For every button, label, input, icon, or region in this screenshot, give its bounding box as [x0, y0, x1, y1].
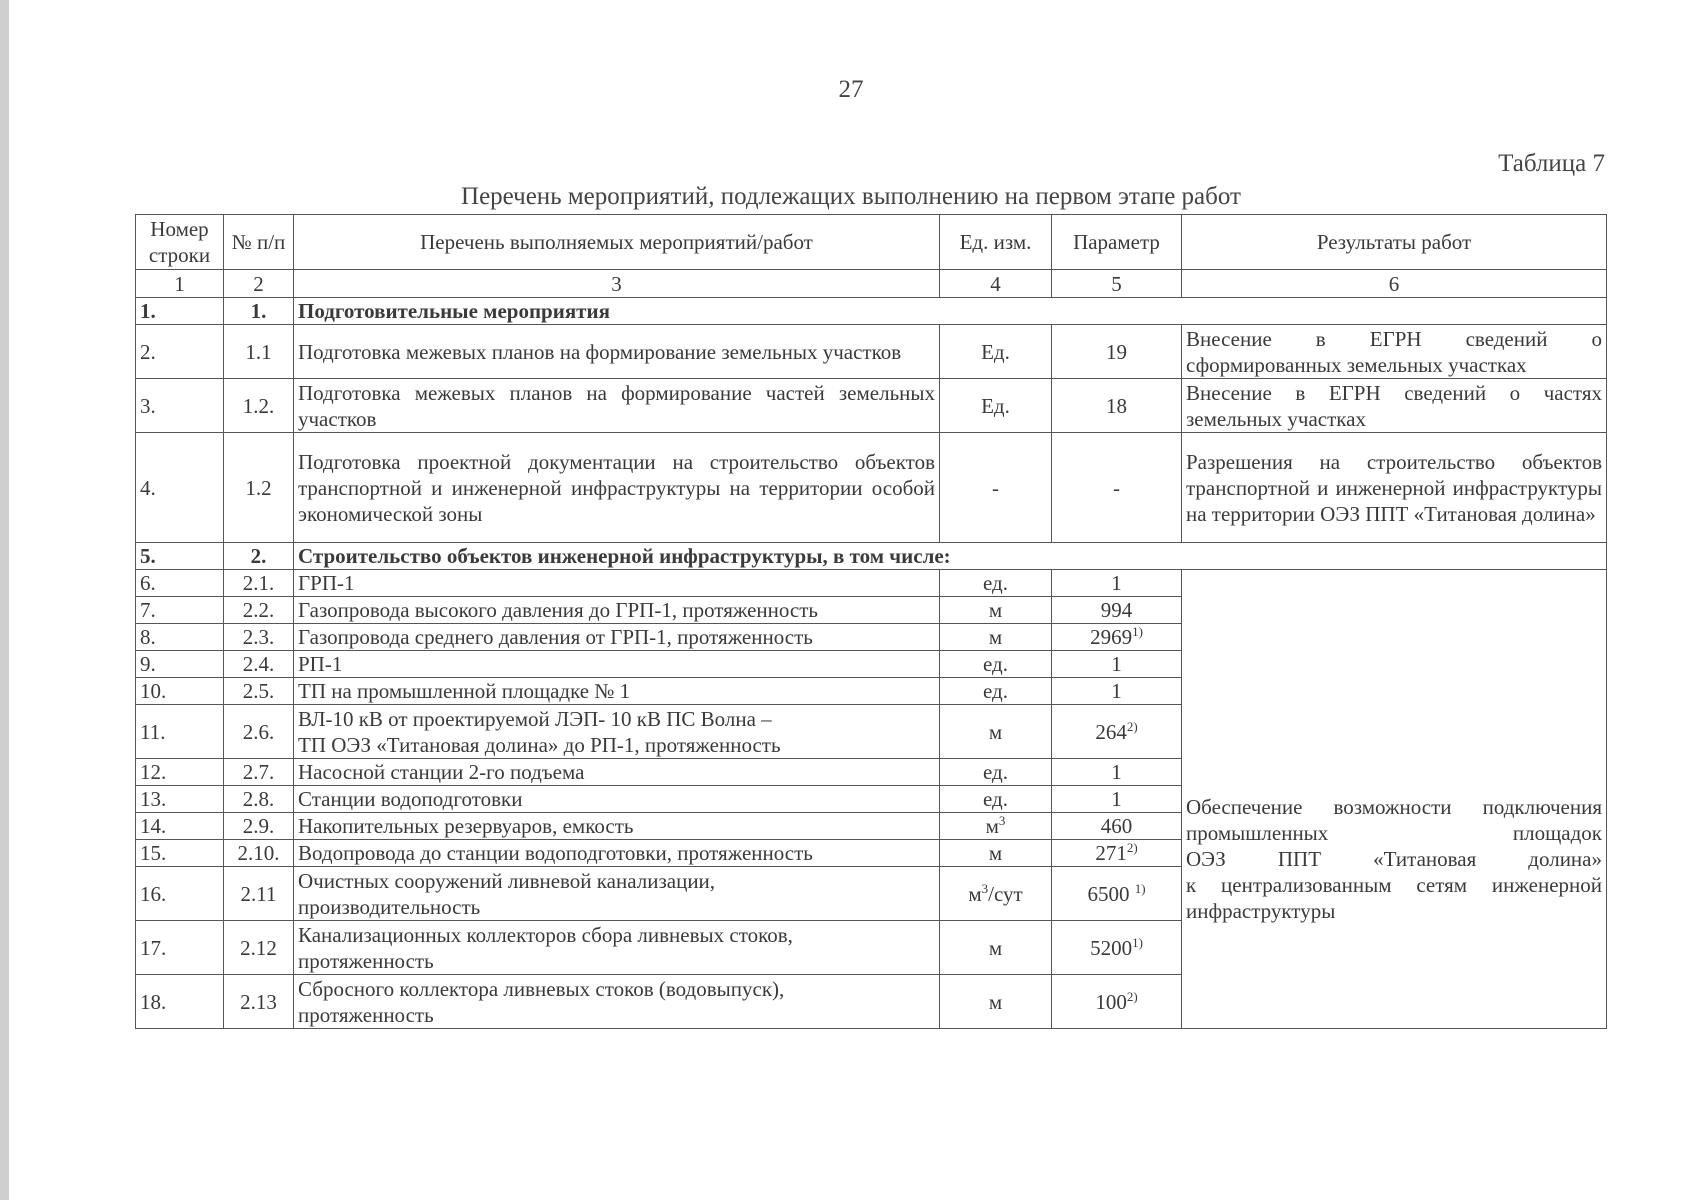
unit: Ед.: [940, 325, 1052, 379]
parameter-value: 264: [1095, 719, 1127, 744]
item-number: 2.1.: [224, 570, 294, 597]
unit: ед.: [940, 678, 1052, 705]
column-number: 3: [294, 270, 940, 298]
measure-name-line: Канализационных коллекторов сбора ливневых стоков,: [298, 922, 793, 947]
table-row: [136, 379, 1607, 433]
column-number: 1: [136, 270, 224, 298]
row-number: 16.: [136, 867, 224, 921]
header-measure: Перечень выполняемых мероприятий/работ: [294, 215, 940, 270]
parameter: 18: [1052, 379, 1182, 433]
column-number: 2: [224, 270, 294, 298]
footnote-mark: 2): [1126, 840, 1138, 855]
row-number: 18.: [136, 975, 224, 1029]
column-number-row: [136, 270, 1607, 298]
measure-name: Подготовка межевых планов на формирование земельных участков: [294, 325, 940, 379]
measure-name: [294, 867, 940, 921]
item-number: 1.2.: [224, 379, 294, 433]
result: Внесение в ЕГРН сведений о сформированных земельных участках: [1182, 325, 1607, 379]
header-result: Результаты работ: [1182, 215, 1607, 270]
row-number: 1.: [136, 298, 224, 325]
scan-edge: [0, 0, 9, 1200]
parameter-value: 994: [1100, 598, 1133, 622]
measure-name-line: Сбросного коллектора ливневых стоков (водовыпуск),: [298, 976, 785, 1001]
parameter: [1052, 624, 1182, 651]
item-number: 2.3.: [224, 624, 294, 651]
unit: ед.: [940, 651, 1052, 678]
unit: Ед.: [940, 379, 1052, 433]
measure-name: [294, 921, 940, 975]
item-number: 2.6.: [224, 705, 294, 759]
parameter-value: 1: [1111, 787, 1122, 811]
unit: м: [940, 921, 1052, 975]
table-row: [136, 433, 1607, 543]
table-row-section: [136, 543, 1607, 570]
unit: ед.: [940, 786, 1052, 813]
item-number: 2.9.: [224, 813, 294, 840]
item-number: 2.12: [224, 921, 294, 975]
unit: ед.: [940, 759, 1052, 786]
parameter: [1052, 921, 1182, 975]
header-row-number: Номер строки: [136, 215, 224, 270]
measure-name-line: протяженность: [298, 948, 434, 973]
unit: м: [940, 840, 1052, 867]
item-number: 2.8.: [224, 786, 294, 813]
unit: ед.: [940, 570, 1052, 597]
table-label: Таблица 7: [1498, 150, 1605, 177]
parameter-value: 6500: [1087, 881, 1135, 906]
row-number: 9.: [136, 651, 224, 678]
row-number: 7.: [136, 597, 224, 624]
measure-name-line: Очистных сооружений ливневой канализации,: [298, 868, 716, 893]
row-number: 17.: [136, 921, 224, 975]
item-number: 2.11: [224, 867, 294, 921]
measure-name-line: ТП ОЭЗ «Титановая долина» до РП-1, протяженность: [298, 732, 781, 757]
parameter: [1052, 975, 1182, 1029]
measure-name-line: ВЛ-10 кВ от проектируемой ЛЭП- 10 кВ ПС Волна –: [298, 706, 772, 731]
unit: [940, 867, 1052, 921]
unit: м: [940, 597, 1052, 624]
item-number: 2.5.: [224, 678, 294, 705]
parameter-value: 1: [1111, 679, 1122, 703]
footnote-mark: 1): [1132, 624, 1143, 639]
unit: м: [940, 624, 1052, 651]
measure-name-line: производительность: [298, 894, 481, 919]
measure-name: [294, 705, 940, 759]
parameter: [1052, 651, 1182, 678]
item-number: 2.4.: [224, 651, 294, 678]
item-number: 2.13: [224, 975, 294, 1029]
group-result: [1182, 570, 1607, 1029]
result: Внесение в ЕГРН сведений о частях земельных участках: [1182, 379, 1607, 433]
parameter-value: 100: [1095, 989, 1127, 1014]
parameter-value: 271: [1095, 841, 1127, 865]
group-result-text: [1186, 794, 1602, 924]
measure-name-line: протяженность: [298, 1002, 434, 1027]
item-number: 2.7.: [224, 759, 294, 786]
unit: м: [940, 975, 1052, 1029]
measure-name: Газопровода среднего давления от ГРП-1, протяженность: [294, 624, 940, 651]
item-number: 2.10.: [224, 840, 294, 867]
unit-text: м: [985, 814, 999, 838]
row-number: 4.: [136, 433, 224, 543]
item-number: 1.1: [224, 325, 294, 379]
measure-name: Подготовка проектной документации на строительство объектов транспортной и инженерной инфраструктуры на территории особой экономической зоны: [294, 433, 940, 543]
section-title: Строительство объектов инженерной инфраструктуры, в том числе:: [294, 543, 1607, 570]
measures-table: [135, 214, 1607, 1029]
parameter: [1052, 705, 1182, 759]
row-number: 14.: [136, 813, 224, 840]
measure-name: Подготовка межевых планов на формирование частей земельных участков: [294, 379, 940, 433]
unit-exponent: 3: [981, 880, 989, 896]
unit-exponent: 3: [998, 813, 1006, 828]
unit: м: [940, 705, 1052, 759]
parameter: [1052, 570, 1182, 597]
document-title: Перечень мероприятий, подлежащих выполнению на первом этапе работ: [461, 183, 1241, 210]
unit: [940, 813, 1052, 840]
section-title: Подготовительные мероприятия: [294, 298, 1607, 325]
column-number: 6: [1182, 270, 1607, 298]
header-parameter: Параметр: [1052, 215, 1182, 270]
parameter-value: 460: [1100, 814, 1133, 838]
unit-tail: /сут: [988, 881, 1023, 906]
parameter: [1052, 597, 1182, 624]
parameter-value: 5200: [1090, 935, 1133, 960]
unit: -: [940, 433, 1052, 543]
measure-name: РП-1: [294, 651, 940, 678]
row-number: 5.: [136, 543, 224, 570]
table-header-row: [136, 215, 1607, 270]
footnote-mark: 2): [1126, 718, 1138, 734]
unit-text: м: [968, 881, 982, 906]
row-number: 8.: [136, 624, 224, 651]
row-number: 2.: [136, 325, 224, 379]
row-number: 15.: [136, 840, 224, 867]
table-row: [136, 325, 1607, 379]
group-result-line: ОЭЗ ППТ «Титановая долина»: [1186, 847, 1602, 871]
measure-name: ГРП-1: [294, 570, 940, 597]
column-number: 5: [1052, 270, 1182, 298]
result: Разрешения на строительство объектов транспортной и инженерной инфраструктуры на территории ОЭЗ ППТ «Титановая долина»: [1182, 433, 1607, 543]
measure-name: Накопительных резервуаров, емкость: [294, 813, 940, 840]
parameter: [1052, 813, 1182, 840]
parameter: [1052, 867, 1182, 921]
parameter-value: 2969: [1090, 625, 1133, 649]
measure-name: Насосной станции 2-го подъема: [294, 759, 940, 786]
measure-name: ТП на промышленной площадке № 1: [294, 678, 940, 705]
row-number: 3.: [136, 379, 224, 433]
measure-name: Газопровода высокого давления до ГРП-1, протяженность: [294, 597, 940, 624]
parameter: -: [1052, 433, 1182, 543]
footnote-mark: 2): [1126, 988, 1138, 1004]
item-number: 2.: [224, 543, 294, 570]
group-result-line: Обеспечение возможности подключения промышленных площадок: [1186, 795, 1602, 845]
measure-name: Водопровода до станции водоподготовки, протяженность: [294, 840, 940, 867]
header-unit: Ед. изм.: [940, 215, 1052, 270]
item-number: 1.: [224, 298, 294, 325]
measure-name: Станции водоподготовки: [294, 786, 940, 813]
row-number: 12.: [136, 759, 224, 786]
parameter: [1052, 786, 1182, 813]
measure-name: [294, 975, 940, 1029]
parameter: 19: [1052, 325, 1182, 379]
column-number: 4: [940, 270, 1052, 298]
parameter-value: 1: [1111, 571, 1122, 595]
item-number: 2.2.: [224, 597, 294, 624]
page-number: 27: [838, 76, 864, 103]
header-item-number: № п/п: [224, 215, 294, 270]
parameter: [1052, 840, 1182, 867]
parameter-value: 1: [1111, 652, 1122, 676]
table-row-section: [136, 298, 1607, 325]
footnote-mark: 1): [1132, 934, 1143, 950]
row-number: 6.: [136, 570, 224, 597]
group-result-line: к централизованным сетям инженерной инфраструктуры: [1186, 873, 1602, 923]
item-number: 1.2: [224, 433, 294, 543]
row-number: 13.: [136, 786, 224, 813]
footnote-mark: 1): [1134, 880, 1146, 896]
parameter-value: 1: [1111, 760, 1122, 784]
table-row: [136, 570, 1607, 597]
parameter: [1052, 759, 1182, 786]
row-number: 10.: [136, 678, 224, 705]
row-number: 11.: [136, 705, 224, 759]
parameter: [1052, 678, 1182, 705]
